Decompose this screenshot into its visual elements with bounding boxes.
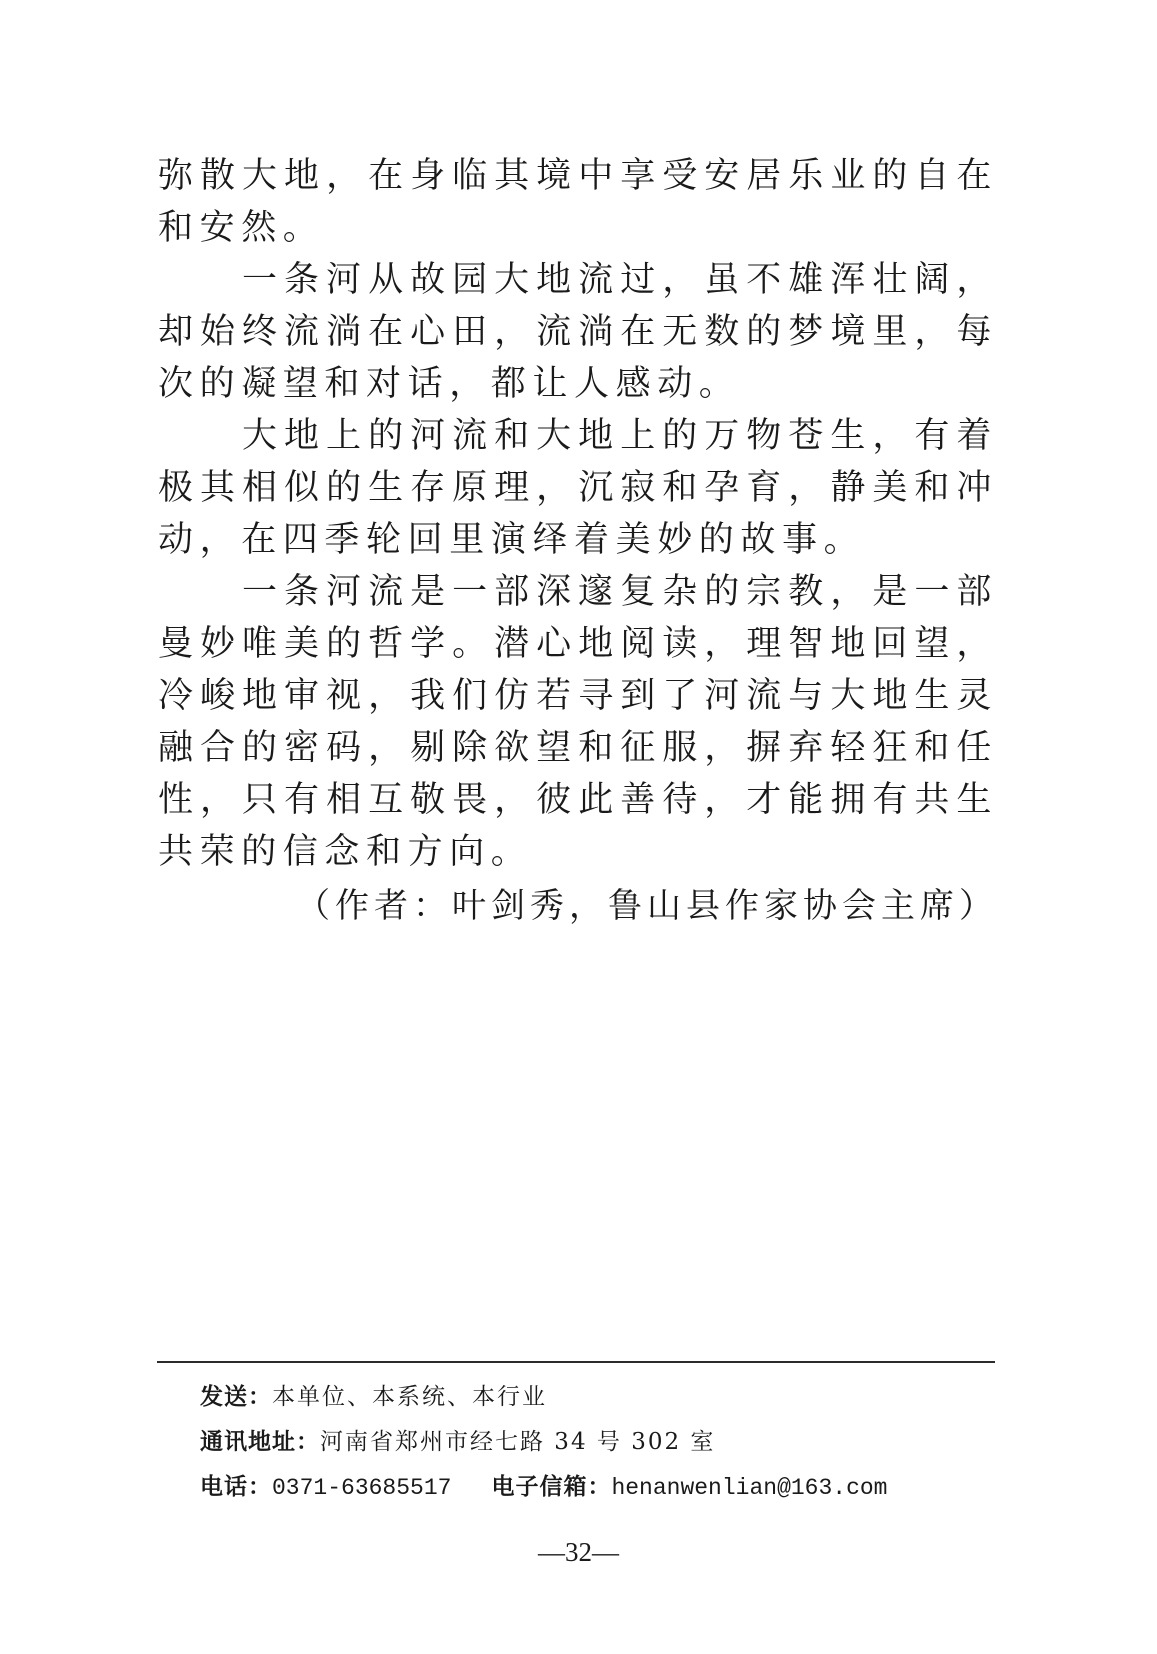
- paragraph: 一条河流是一部深邃复杂的宗教，是一部曼妙唯美的哲学。潜心地阅读，理智地回望，冷峻地审视，我们仿若寻到了河流与大地生灵融合的密码，剔除欲望和征服，摒弃轻狂和任性，只有相互敬畏，彼此善待，才能拥有共生共荣的信念和方向。: [158, 572, 998, 872]
- email-link[interactable]: henanwenlian@163.com: [611, 1475, 888, 1501]
- paragraph-continued: 弥散大地，在身临其境中享受安居乐业的自在和安然。: [158, 156, 998, 248]
- address-value: 河南省郑州市经七路 34 号 302 室: [320, 1429, 716, 1455]
- paragraph: 一条河从故园大地流过，虽不雄浑壮阔，却始终流淌在心田，流淌在无数的梦境里，每次的凝望和对话，都让人感动。: [158, 260, 998, 404]
- address-label: 通讯地址：: [200, 1429, 320, 1455]
- address-row: [200, 1420, 1000, 1465]
- paragraph: 大地上的河流和大地上的万物苍生，有着极其相似的生存原理，沉寂和孕育，静美和冲动，在四季轮回里演绎着美妙的故事。: [158, 416, 998, 560]
- distribution-row: [200, 1375, 1000, 1420]
- phone-value: 0371-63685517: [272, 1475, 452, 1501]
- author-attribution: （作者：叶剑秀，鲁山县作家协会主席）: [296, 886, 998, 926]
- publication-footer: [200, 1375, 1000, 1511]
- article-body: [158, 150, 998, 932]
- footer-divider: [157, 1361, 995, 1363]
- page-number: —32—: [538, 1537, 619, 1567]
- send-label: 发送：: [200, 1384, 272, 1410]
- phone-label: 电话：: [200, 1474, 272, 1500]
- send-value: 本单位、本系统、本行业: [272, 1384, 547, 1410]
- contact-row: [200, 1465, 1000, 1511]
- email-label: 电子信箱：: [491, 1474, 612, 1500]
